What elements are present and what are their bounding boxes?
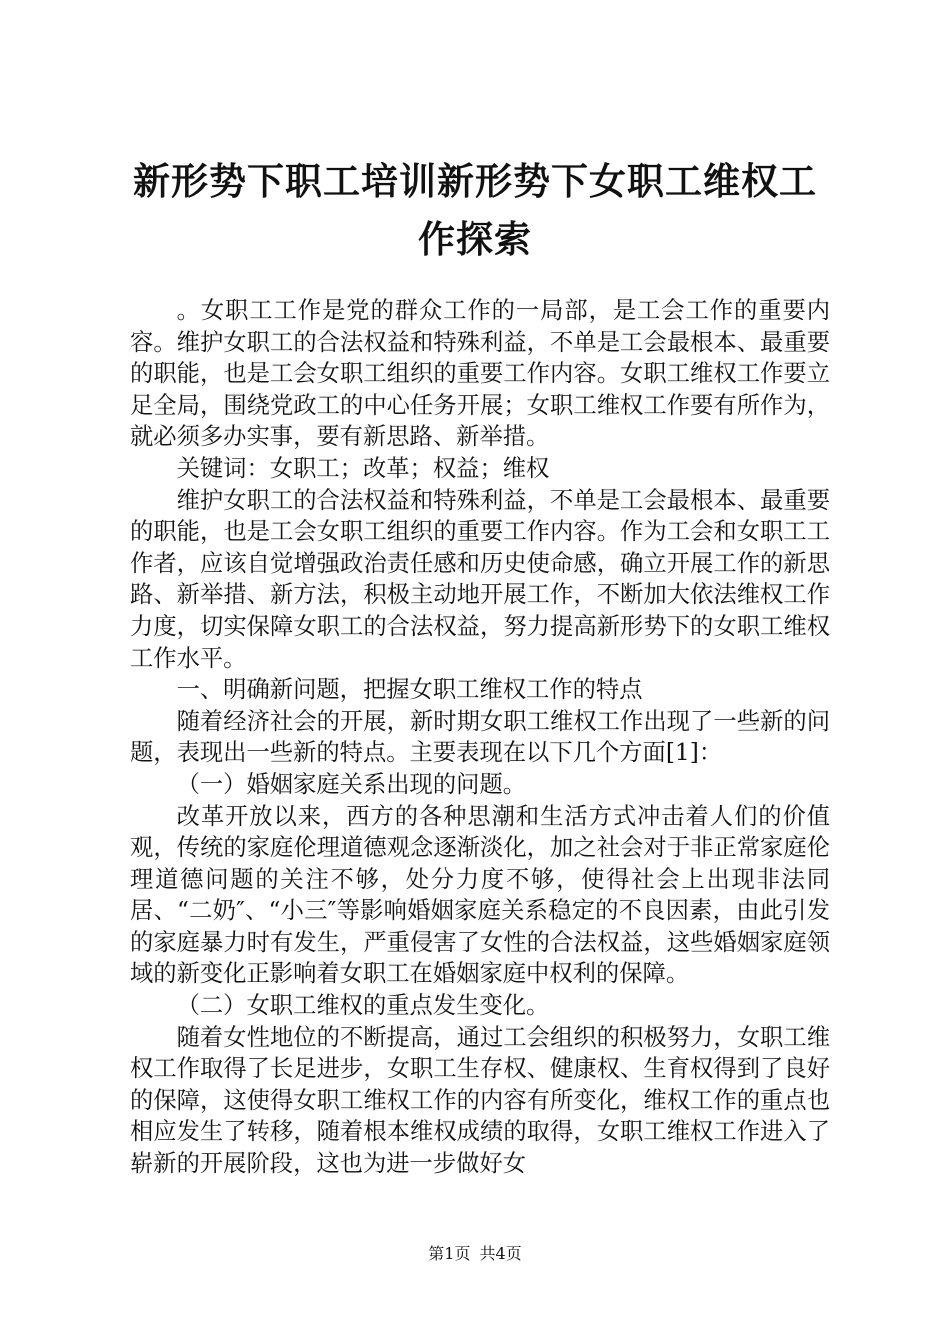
- document-body: [130, 295, 830, 1180]
- keywords-paragraph: 关键词：女职工；改革；权益；维权: [176, 454, 550, 482]
- section-heading-1: 一、明确新问题，把握女职工维权工作的特点: [176, 676, 643, 704]
- subsection-heading-2: （二）女职工维权的重点发生变化。: [176, 992, 550, 1020]
- intro-paragraph: 维护女职工的合法权益和特殊利益，不单是工会最根本、最重要的职能，也是工会女职工组织的重要工作内容。作为工会和女职工工作者，应该自觉增强政治责任感和历史使命感，确立开展工作的新思路、新举措、新方法，积极主动地开展工作，不断加大依法维权工作力度，切实保障女职工的合法权益，努力提高新形势下的女职工维权工作水平。: [130, 486, 830, 672]
- body-paragraph: 随着女性地位的不断提高，通过工会组织的积极努力，女职工维权工作取得了长足进步，女职工生存权、健康权、生育权得到了良好的保障，这使得女职工维权工作的内容有所变化，维权工作的重点也相应发生了转移，随着根本维权成绩的取得，女职工维权工作进入了崭新的开展阶段，这也为进一步做好女: [130, 1023, 830, 1178]
- abstract-paragraph: 。女职工工作是党的群众工作的一局部，是工会工作的重要内容。维护女职工的合法权益和特殊利益，不单是工会最根本、最重要的职能，也是工会女职工组织的重要工作内容。女职工维权工作要立足全局，围绕党政工的中心任务开展；女职工维权工作要有所作为，就必须多办实事，要有新思路、新举措。: [130, 297, 830, 451]
- subsection-heading-1: （一）婚姻家庭关系出现的问题。: [176, 770, 527, 798]
- document-title: 新形势下职工培训新形势下女职工维权工作探索: [133, 159, 817, 261]
- body-paragraph: 随着经济社会的开展，新时期女职工维权工作出现了一些新的问题，表现出一些新的特点。主要表现在以下几个方面[1]：: [130, 707, 830, 767]
- page-number-footer: 第1页 共4页: [428, 1244, 522, 1263]
- body-paragraph: 改革开放以来，西方的各种思潮和生活方式冲击着人们的价值观，传统的家庭伦理道德观念逐渐淡化，加之社会对于非正常家庭伦理道德问题的关注不够，处分力度不够，使得社会上出现非法同居、“二奶″、“小三″等影响婚姻家庭关系稳定的不良因素，由此引发的家庭暴力时有发生，严重侵害了女性的合法权益，这些婚姻家庭领域的新变化正影响着女职工在婚姻家庭中权利的保障。: [130, 802, 830, 988]
